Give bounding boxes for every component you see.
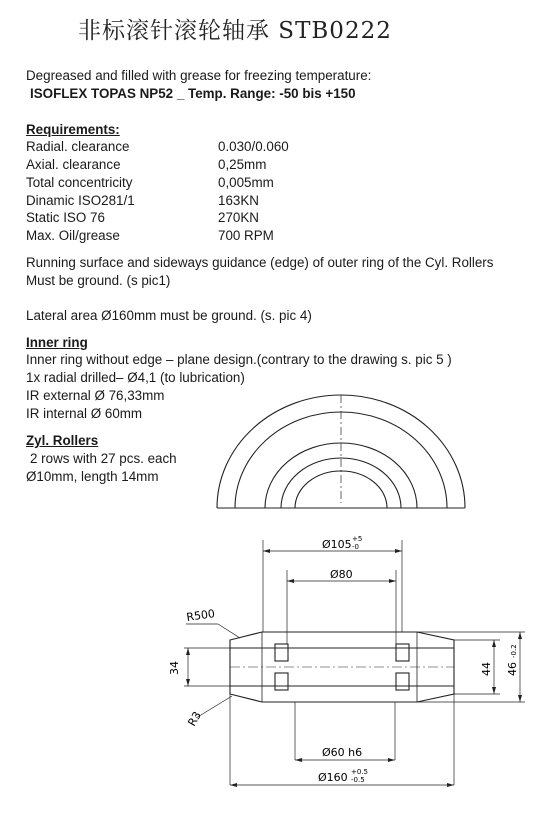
requirement-label: Max. Oil/grease [26,228,120,243]
requirements-heading: Requirements: [26,122,120,137]
rollers-heading: Zyl. Rollers [26,433,99,448]
requirement-label: Total concentricity [26,175,133,190]
dim-46: 46 [506,662,519,676]
rollers-line: Ø10mm, length 14mm [26,469,159,484]
dim-105-tol-upper: +5 [352,535,363,543]
page-title: 非标滚针滚轮轴承 STB0222 [78,18,392,44]
dim-160-tol-lower: -0.5 [351,776,365,784]
roller [396,644,409,661]
inner-ring-heading: Inner ring [26,335,88,350]
dim-80: Ø80 [330,568,353,581]
dim-160-tol-upper: +0.5 [351,768,368,776]
requirement-value: 270KN [218,210,259,225]
roller [275,644,288,661]
inner-ring-line: IR internal Ø 60mm [26,406,143,421]
dim-r3: R3 [185,709,204,729]
lateral-area-text: Lateral area Ø160mm must be ground. (s. pic 4) [26,308,312,323]
requirement-label: Static ISO 76 [26,210,105,225]
dim-44: 44 [480,662,493,676]
running-surface-text: Running surface and sideways guidance (edge) of outer ring of the Cyl. Rollers [26,255,494,270]
dim-105: Ø105 [322,538,352,551]
inner-ring-line: Inner ring without edge – plane design.(contrary to the drawing s. pic 5 ) [26,352,452,367]
requirement-value: 0,25mm [218,157,267,172]
requirement-value: 163KN [218,193,259,208]
requirement-label: Axial. clearance [26,157,121,172]
requirement-value: 700 RPM [218,228,274,243]
dim-160: Ø160 [318,771,348,784]
dim-34: 34 [168,661,181,675]
requirement-label: Dinamic ISO281/1 [26,193,135,208]
dim-105-tol-lower: -0 [352,543,359,551]
dim-46-tol: -0.2 [510,644,518,658]
requirement-value: 0.030/0.060 [218,139,289,154]
dim-r500: R500 [185,607,216,624]
roller [275,673,288,690]
inner-ring-line: IR external Ø 76,33mm [26,388,165,403]
grease-spec: ISOFLEX TOPAS NP52 _ Temp. Range: -50 bis +150 [30,86,356,101]
intro-text: Degreased and filled with grease for freezing temperature: [26,68,372,83]
requirement-value: 0,005mm [218,175,274,190]
inner-ring-line: 1x radial drilled– Ø4,1 (to lubrication) [26,370,245,385]
running-surface-text-2: Must be ground. (s pic1) [26,273,171,288]
requirement-label: Radial. clearance [26,139,130,154]
rollers-line: 2 rows with 27 pcs. each [30,451,177,466]
roller [396,673,409,690]
dim-60: Ø60 h6 [322,746,363,759]
